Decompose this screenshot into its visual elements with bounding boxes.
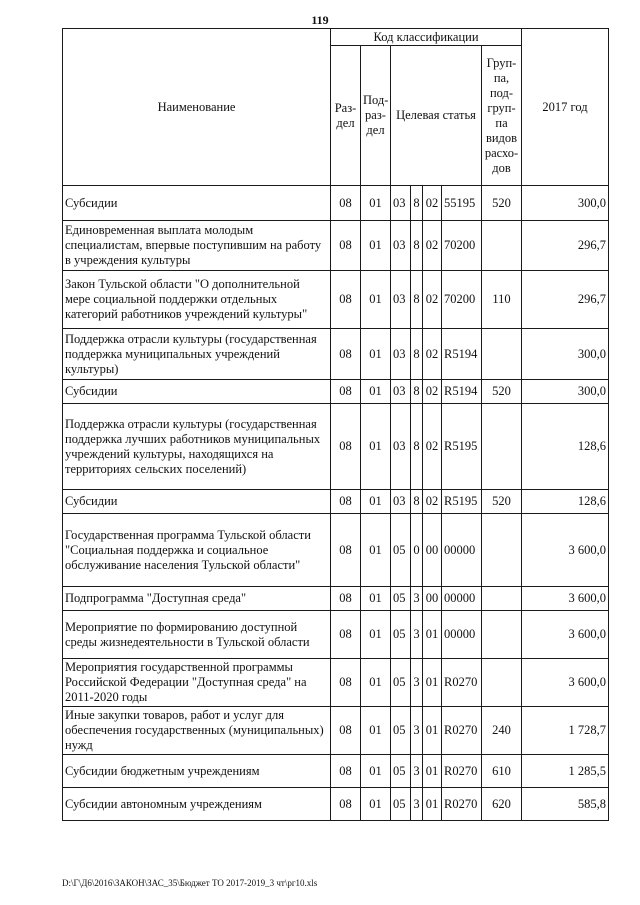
table-row xyxy=(63,490,609,514)
row-target-subprogram: 0 xyxy=(411,514,423,587)
table-row xyxy=(63,380,609,404)
row-razdel: 08 xyxy=(331,587,361,611)
row-target-program: 03 xyxy=(391,271,411,329)
row-amount: 1 285,5 xyxy=(522,755,609,788)
row-expense-group: 610 xyxy=(482,755,522,788)
row-podrazdel: 01 xyxy=(361,404,391,490)
row-name: Государственная программа Тульской области "Социальная поддержка и социальное обслуживание населения Тульской области" xyxy=(63,514,331,587)
row-amount: 585,8 xyxy=(522,788,609,821)
row-expense-group xyxy=(482,221,522,271)
row-target-direction: R0270 xyxy=(442,659,482,707)
row-amount: 3 600,0 xyxy=(522,587,609,611)
row-name: Субсидии автономным учреждениям xyxy=(63,788,331,821)
row-name: Закон Тульской области "О дополнительной мере социальной поддержки отдельных категорий работников учреждений культуры" xyxy=(63,271,331,329)
row-amount: 296,7 xyxy=(522,271,609,329)
row-target-program: 05 xyxy=(391,611,411,659)
table-row xyxy=(63,221,609,271)
row-target-direction: 70200 xyxy=(442,271,482,329)
row-target-direction: 70200 xyxy=(442,221,482,271)
row-name: Субсидии xyxy=(63,186,331,221)
row-target-direction: R0270 xyxy=(442,788,482,821)
budget-table xyxy=(62,28,609,821)
row-amount: 128,6 xyxy=(522,490,609,514)
row-podrazdel: 01 xyxy=(361,380,391,404)
row-target-program: 05 xyxy=(391,587,411,611)
row-expense-group: 240 xyxy=(482,707,522,755)
row-target-event: 00 xyxy=(423,587,442,611)
row-amount: 1 728,7 xyxy=(522,707,609,755)
row-target-direction: R5195 xyxy=(442,404,482,490)
table-row xyxy=(63,788,609,821)
row-target-event: 02 xyxy=(423,490,442,514)
table-row xyxy=(63,271,609,329)
row-razdel: 08 xyxy=(331,329,361,380)
row-target-subprogram: 8 xyxy=(411,221,423,271)
row-target-event: 02 xyxy=(423,404,442,490)
row-expense-group xyxy=(482,659,522,707)
row-target-direction: 00000 xyxy=(442,514,482,587)
table-row xyxy=(63,755,609,788)
row-target-event: 01 xyxy=(423,755,442,788)
row-expense-group xyxy=(482,329,522,380)
row-podrazdel: 01 xyxy=(361,587,391,611)
table-row xyxy=(63,707,609,755)
table-row xyxy=(63,514,609,587)
row-amount: 3 600,0 xyxy=(522,514,609,587)
row-expense-group xyxy=(482,404,522,490)
row-podrazdel: 01 xyxy=(361,186,391,221)
row-target-direction: R5194 xyxy=(442,329,482,380)
row-target-program: 03 xyxy=(391,490,411,514)
row-amount: 3 600,0 xyxy=(522,611,609,659)
row-name: Субсидии xyxy=(63,490,331,514)
row-target-subprogram: 3 xyxy=(411,611,423,659)
row-razdel: 08 xyxy=(331,221,361,271)
row-target-program: 05 xyxy=(391,514,411,587)
row-expense-group xyxy=(482,611,522,659)
row-expense-group: 620 xyxy=(482,788,522,821)
row-razdel: 08 xyxy=(331,186,361,221)
row-target-event: 01 xyxy=(423,707,442,755)
row-target-subprogram: 8 xyxy=(411,404,423,490)
table-row xyxy=(63,329,609,380)
header-podrazdel: Под- раз- дел xyxy=(361,46,391,186)
row-expense-group: 520 xyxy=(482,186,522,221)
row-podrazdel: 01 xyxy=(361,221,391,271)
row-target-event: 02 xyxy=(423,186,442,221)
row-podrazdel: 01 xyxy=(361,755,391,788)
row-target-event: 02 xyxy=(423,221,442,271)
row-target-program: 03 xyxy=(391,380,411,404)
row-target-subprogram: 3 xyxy=(411,707,423,755)
row-target-program: 03 xyxy=(391,404,411,490)
row-target-event: 02 xyxy=(423,271,442,329)
row-podrazdel: 01 xyxy=(361,611,391,659)
row-podrazdel: 01 xyxy=(361,329,391,380)
row-target-subprogram: 8 xyxy=(411,329,423,380)
row-podrazdel: 01 xyxy=(361,490,391,514)
row-podrazdel: 01 xyxy=(361,271,391,329)
row-name: Субсидии xyxy=(63,380,331,404)
table-body xyxy=(63,186,609,821)
row-podrazdel: 01 xyxy=(361,707,391,755)
row-target-direction: R5195 xyxy=(442,490,482,514)
row-target-program: 05 xyxy=(391,755,411,788)
row-target-event: 01 xyxy=(423,788,442,821)
row-name: Иные закупки товаров, работ и услуг для обеспечения государственных (муниципальных) нужд xyxy=(63,707,331,755)
row-target-subprogram: 3 xyxy=(411,659,423,707)
table-row xyxy=(63,659,609,707)
row-razdel: 08 xyxy=(331,788,361,821)
table-row xyxy=(63,404,609,490)
row-name: Субсидии бюджетным учреждениям xyxy=(63,755,331,788)
row-podrazdel: 01 xyxy=(361,514,391,587)
row-name: Поддержка отрасли культуры (государственная поддержка муниципальных учреждений культуры) xyxy=(63,329,331,380)
row-amount: 128,6 xyxy=(522,404,609,490)
row-expense-group xyxy=(482,514,522,587)
row-target-event: 01 xyxy=(423,611,442,659)
row-razdel: 08 xyxy=(331,380,361,404)
row-amount: 300,0 xyxy=(522,186,609,221)
row-name: Подпрограмма "Доступная среда" xyxy=(63,587,331,611)
row-target-program: 05 xyxy=(391,788,411,821)
row-razdel: 08 xyxy=(331,271,361,329)
row-expense-group xyxy=(482,587,522,611)
row-amount: 3 600,0 xyxy=(522,659,609,707)
row-target-subprogram: 8 xyxy=(411,490,423,514)
row-target-program: 05 xyxy=(391,707,411,755)
header-classification: Код классификации xyxy=(331,29,522,46)
row-target-direction: R0270 xyxy=(442,755,482,788)
row-razdel: 08 xyxy=(331,514,361,587)
row-target-event: 02 xyxy=(423,329,442,380)
row-target-subprogram: 8 xyxy=(411,380,423,404)
header-group: Груп- па, под- груп- па видов расхо- дов xyxy=(482,46,522,186)
row-expense-group: 520 xyxy=(482,380,522,404)
row-target-subprogram: 3 xyxy=(411,788,423,821)
row-target-event: 00 xyxy=(423,514,442,587)
row-amount: 300,0 xyxy=(522,329,609,380)
row-target-event: 02 xyxy=(423,380,442,404)
row-name: Поддержка отрасли культуры (государственная поддержка лучших работников муниципальных учреждений культуры, находящихся на территориях сельских поселений) xyxy=(63,404,331,490)
row-target-subprogram: 3 xyxy=(411,755,423,788)
row-razdel: 08 xyxy=(331,659,361,707)
row-razdel: 08 xyxy=(331,755,361,788)
row-razdel: 08 xyxy=(331,611,361,659)
row-target-program: 03 xyxy=(391,221,411,271)
row-expense-group: 110 xyxy=(482,271,522,329)
header-year: 2017 год xyxy=(522,29,609,186)
row-target-subprogram: 8 xyxy=(411,271,423,329)
row-name: Мероприятия государственной программы Российской Федерации "Доступная среда" на 2011-2020 годы xyxy=(63,659,331,707)
page-number: 119 xyxy=(311,13,329,27)
row-target-program: 05 xyxy=(391,659,411,707)
table-row xyxy=(63,186,609,221)
row-razdel: 08 xyxy=(331,707,361,755)
row-name: Единовременная выплата молодым специалистам, впервые поступившим на работу в учреждения культуры xyxy=(63,221,331,271)
row-target-direction: 55195 xyxy=(442,186,482,221)
table-row xyxy=(63,611,609,659)
table-row xyxy=(63,587,609,611)
row-target-direction: 00000 xyxy=(442,611,482,659)
row-podrazdel: 01 xyxy=(361,659,391,707)
row-target-subprogram: 3 xyxy=(411,587,423,611)
row-podrazdel: 01 xyxy=(361,788,391,821)
row-expense-group: 520 xyxy=(482,490,522,514)
row-amount: 300,0 xyxy=(522,380,609,404)
row-target-program: 03 xyxy=(391,329,411,380)
row-amount: 296,7 xyxy=(522,221,609,271)
file-path-footer: D:\Г\Д6\2016\ЗАКОН\ЗАС_35\Бюджет ТО 2017-2019_3 чт\рг10.xls xyxy=(62,878,318,888)
header-name: Наименование xyxy=(63,29,331,186)
header-target-article: Целевая статья xyxy=(391,46,482,186)
header-razdel: Раз- дел xyxy=(331,46,361,186)
row-razdel: 08 xyxy=(331,404,361,490)
row-target-subprogram: 8 xyxy=(411,186,423,221)
row-target-direction: 00000 xyxy=(442,587,482,611)
row-name: Мероприятие по формированию доступной среды жизнедеятельности в Тульской области xyxy=(63,611,331,659)
row-target-direction: R5194 xyxy=(442,380,482,404)
table-header xyxy=(63,29,609,186)
row-target-program: 03 xyxy=(391,186,411,221)
row-target-direction: R0270 xyxy=(442,707,482,755)
row-target-event: 01 xyxy=(423,659,442,707)
row-razdel: 08 xyxy=(331,490,361,514)
